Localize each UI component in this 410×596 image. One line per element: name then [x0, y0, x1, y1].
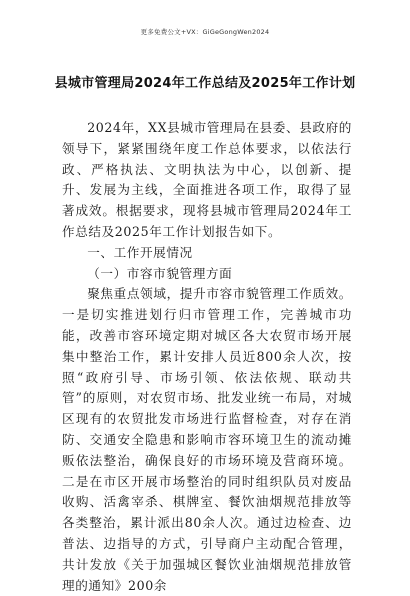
header-note: 更多免费公文+VX：GiGeGongWen2024: [140, 28, 270, 36]
document-body: [62, 118, 352, 596]
section-heading: 一、工作开展情况: [87, 244, 193, 260]
document-title: 县城市管理局2024年工作总结及2025年工作计划: [54, 76, 356, 91]
subsection-paragraph: 聚焦重点领域，提升市容市貌管理工作质效。一是切实推进划行归市管理工作，完善城市功能，改善市容环境定期对城区各大农贸市场开展集中整治工作，累计安排人员近800余人次，按照“政府引导、市场引领、依法依规、联动共管”的原则，对农贸市场、批发业统一布局，对城区现有的农贸批发市场进行监督检查，对存在消防、交通安全隐患和影响市容环境卫生的流动摊贩依法整治，确保良好的市场环境及营商环境。二是在市区开展市场整治的同时组织队员对废品收购、活禽宰杀、棋牌室、餐饮油烟规范排放等各类整治，累计派出80余人次。通过边检查、边普法、边指导的方式，引导商户主动配合管理，共计发放《关于加强城区餐饮业油烟规范排放管理的通知》200余: [62, 286, 352, 593]
subsection-heading: （一）市容市貌管理方面: [87, 265, 233, 281]
intro-paragraph: 2024年，XX县城市管理局在县委、县政府的领导下，紧紧围绕年度工作总体要求，以依法行政、严格执法、文明执法为中心，以创新、提升、发展为主线，全面推进各项工作，取得了显著成效。根据要求，现将县城市管理局2024年工作总结及2025年工作计划报告如下。: [62, 120, 352, 239]
